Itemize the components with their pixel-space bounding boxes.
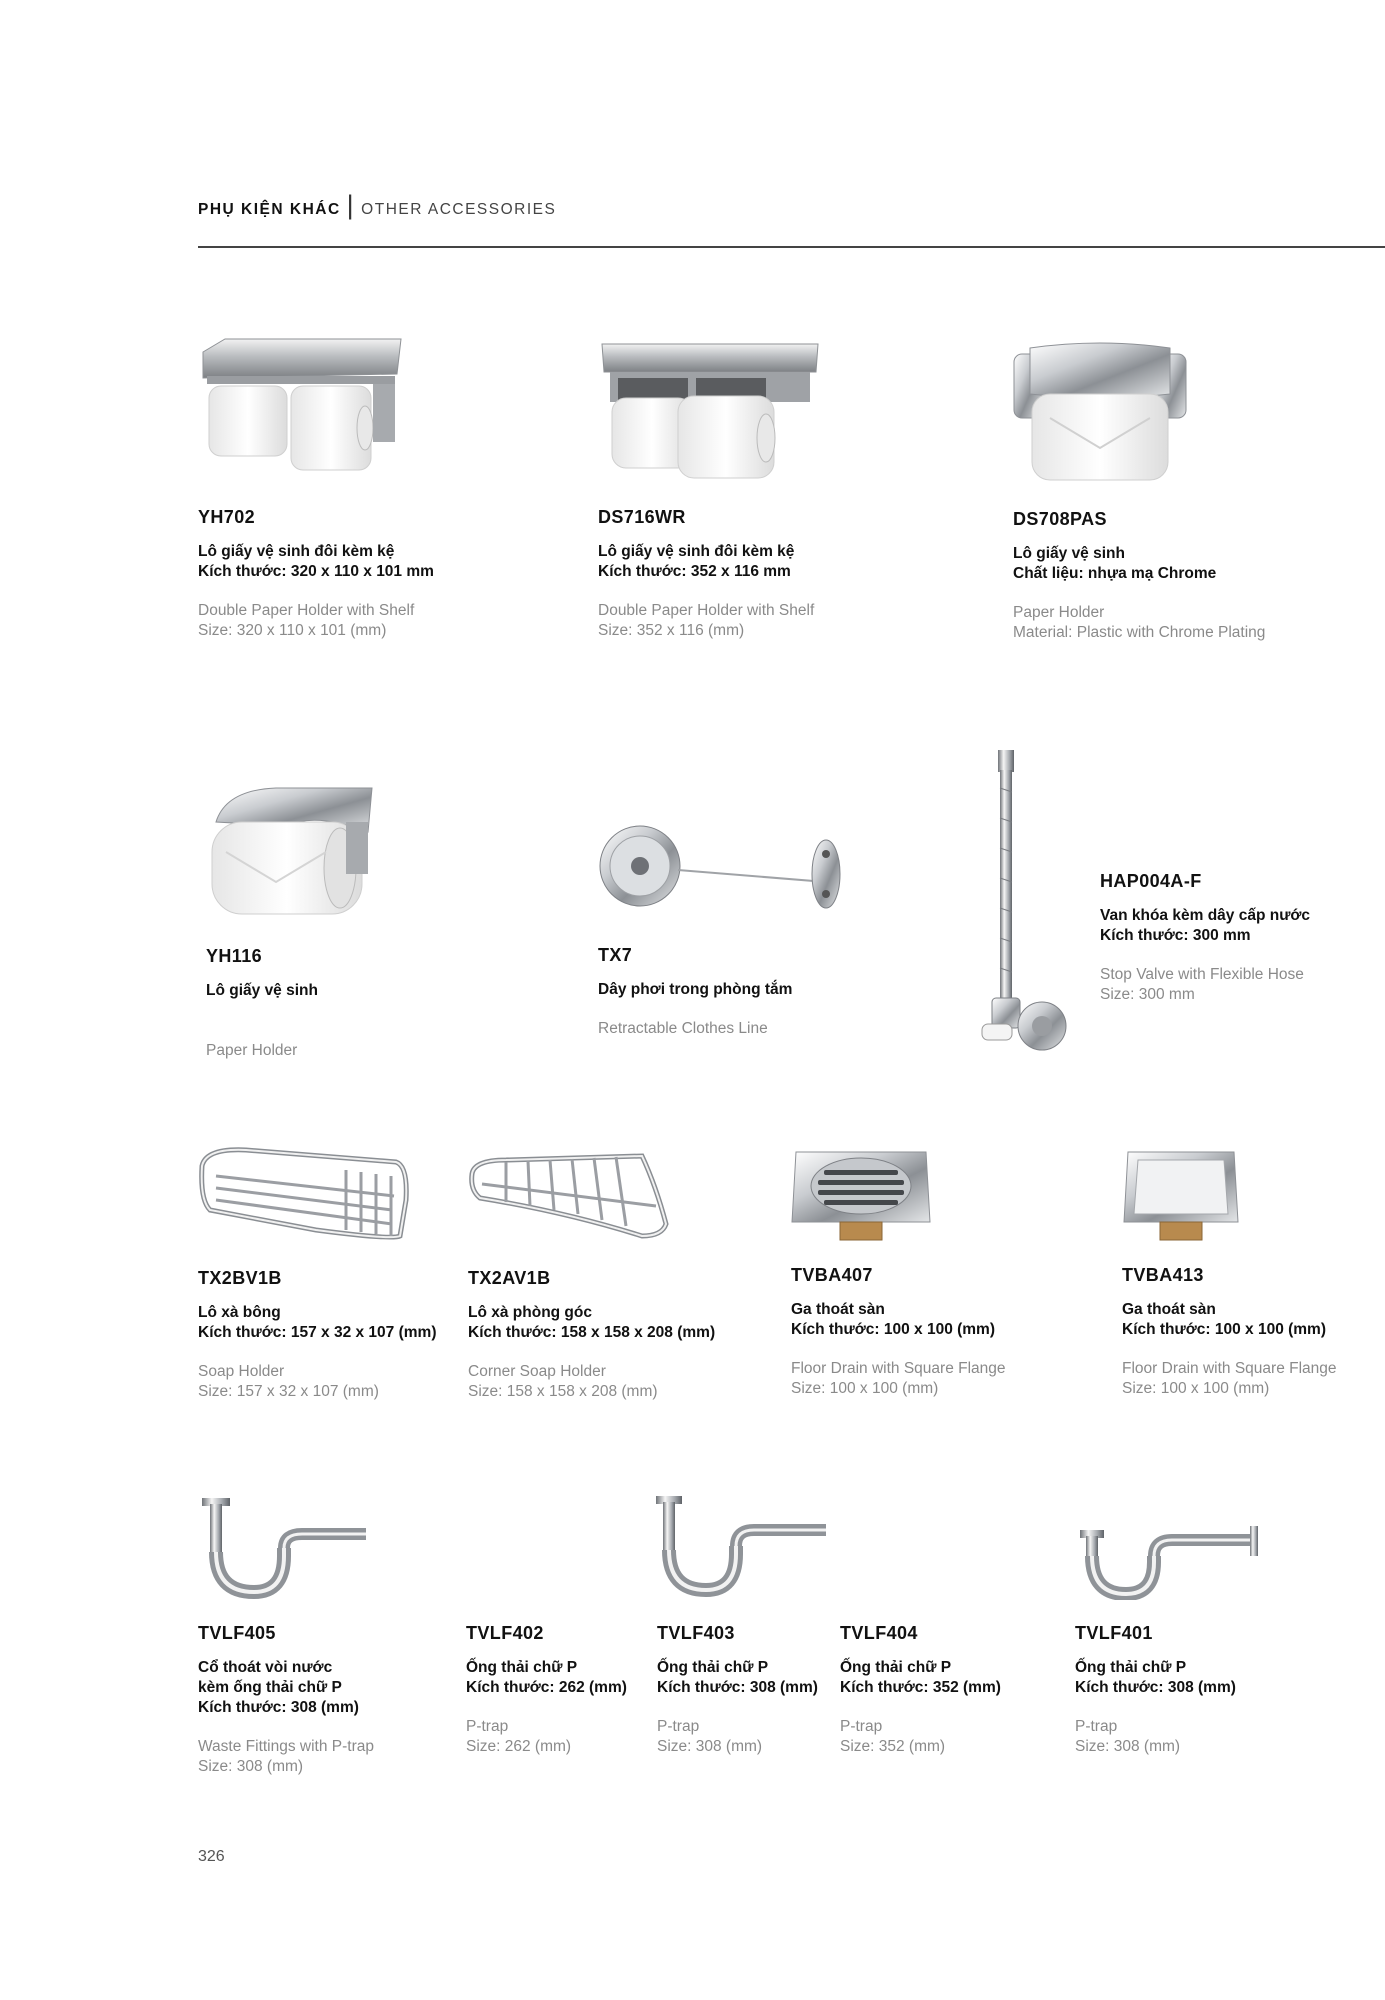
product-name-vi: Lô giấy vệ sinh đôi kèm kệ — [198, 543, 395, 560]
product-code: TVLF401 — [1075, 1623, 1153, 1643]
product-name-vi: Ga thoát sàn — [791, 1301, 885, 1318]
product-size-en: Size: 308 (mm) — [657, 1738, 763, 1755]
product-name-en: Corner Soap Holder — [468, 1363, 606, 1380]
yh702-image — [195, 336, 405, 482]
product-ds708pas — [1013, 509, 1265, 643]
product-code: TVLF402 — [466, 1623, 544, 1643]
page-title — [198, 190, 556, 221]
product-code: YH702 — [198, 507, 256, 527]
product-code: TVBA413 — [1122, 1265, 1204, 1285]
ds716wr-image — [598, 342, 823, 482]
product-name-vi: Van khóa kèm dây cấp nước — [1100, 907, 1311, 924]
product-size-vi: Kích thước: 308 (mm) — [657, 1679, 818, 1696]
product-size-en: Size: 158 x 158 x 208 (mm) — [468, 1383, 658, 1400]
tx2av1b-image — [466, 1146, 670, 1242]
tvlf403-image — [652, 1494, 828, 1598]
tx2bv1b-image — [196, 1140, 411, 1244]
product-name-vi: Lô giấy vệ sinh đôi kèm kệ — [598, 543, 795, 560]
product-name-vi: Ống thải chữ P — [1075, 1659, 1187, 1676]
product-size-vi: Kích thước: 300 mm — [1100, 927, 1251, 944]
tx7-image — [598, 818, 848, 918]
page-number: 326 — [198, 1848, 225, 1865]
product-size-en: Size: 308 (mm) — [198, 1758, 304, 1775]
product-tvlf404 — [840, 1623, 1001, 1757]
product-tvlf401 — [1075, 1623, 1236, 1757]
product-name-vi: Lô xà bông — [198, 1304, 281, 1321]
product-size-vi: Kích thước: 352 x 116 mm — [598, 563, 791, 580]
product-size-vi: Kích thước: 158 x 158 x 208 (mm) — [468, 1324, 716, 1341]
product-tvlf402 — [466, 1623, 627, 1757]
product-size-vi: Kích thước: 262 (mm) — [466, 1679, 627, 1696]
product-name-en: Floor Drain with Square Flange — [791, 1360, 1006, 1377]
page-title-vi: PHỤ KIỆN KHÁC — [198, 201, 341, 218]
product-tx2bv1b — [198, 1268, 436, 1402]
tvba407-image — [790, 1148, 932, 1244]
yh116-image — [206, 782, 374, 918]
product-yh702 — [198, 507, 434, 641]
page-title-en: OTHER ACCESSORIES — [361, 201, 557, 218]
product-name-en: Double Paper Holder with Shelf — [198, 602, 415, 619]
hap004af-image — [980, 748, 1070, 1060]
title-rule — [198, 246, 1385, 248]
product-code: TX2AV1B — [468, 1268, 551, 1288]
product-tvlf405 — [198, 1623, 374, 1777]
product-code: TX7 — [598, 945, 633, 965]
product-ds716wr — [598, 507, 814, 641]
product-size-vi: Kích thước: 352 (mm) — [840, 1679, 1001, 1696]
product-name-vi: Ống thải chữ P — [840, 1659, 952, 1676]
product-tx2av1b — [468, 1268, 715, 1402]
product-code: TVBA407 — [791, 1265, 873, 1285]
tvlf401-image — [1076, 1516, 1260, 1600]
product-name-en: Waste Fittings with P-trap — [198, 1738, 375, 1755]
product-name-en: P-trap — [840, 1718, 883, 1735]
product-size-vi: Kích thước: 308 (mm) — [198, 1699, 359, 1716]
product-tvba407 — [791, 1265, 1006, 1399]
product-name-vi: Lô xà phòng góc — [468, 1304, 592, 1321]
product-material-en: Material: Plastic with Chrome Plating — [1013, 624, 1266, 641]
product-code: TVLF403 — [657, 1623, 735, 1643]
product-name-en: Double Paper Holder with Shelf — [598, 602, 815, 619]
product-size-en: Size: 300 mm — [1100, 986, 1195, 1003]
product-name-en: Stop Valve with Flexible Hose — [1100, 966, 1304, 983]
product-tvba413 — [1122, 1265, 1337, 1399]
product-code: TX2BV1B — [198, 1268, 282, 1288]
product-size-en: Size: 352 x 116 (mm) — [598, 622, 745, 639]
product-size-vi: Kích thước: 157 x 32 x 107 (mm) — [198, 1324, 437, 1341]
product-size-en: Size: 262 (mm) — [466, 1738, 572, 1755]
product-size-en: Size: 100 x 100 (mm) — [791, 1380, 939, 1397]
product-name-vi: Cổ thoát vòi nước — [198, 1659, 333, 1676]
product-name-en: Paper Holder — [206, 1042, 298, 1059]
product-hap004af — [1100, 871, 1310, 1005]
product-name-en: P-trap — [1075, 1718, 1118, 1735]
product-name-vi: Ống thải chữ P — [466, 1659, 578, 1676]
product-name-en: Floor Drain with Square Flange — [1122, 1360, 1337, 1377]
product-name-en: Paper Holder — [1013, 604, 1105, 621]
product-name-en: Soap Holder — [198, 1363, 285, 1380]
product-size-vi: Kích thước: 100 x 100 (mm) — [1122, 1321, 1327, 1338]
product-code: TVLF405 — [198, 1623, 276, 1643]
tvba413-image — [1122, 1148, 1240, 1244]
product-size-en: Size: 320 x 110 x 101 (mm) — [198, 622, 387, 639]
tvlf405-image — [198, 1496, 368, 1600]
product-code: HAP004A-F — [1100, 871, 1202, 891]
product-code: TVLF404 — [840, 1623, 918, 1643]
product-yh116 — [206, 946, 318, 1061]
product-code: YH116 — [206, 946, 263, 966]
product-name-vi: Dây phơi trong phòng tắm — [598, 981, 793, 998]
product-size-en: Size: 352 (mm) — [840, 1738, 946, 1755]
product-size-en: Size: 100 x 100 (mm) — [1122, 1380, 1270, 1397]
product-code: DS716WR — [598, 507, 686, 527]
product-tvlf403 — [657, 1623, 818, 1757]
product-name-en: Retractable Clothes Line — [598, 1020, 768, 1037]
product-name-en: P-trap — [657, 1718, 700, 1735]
product-name-vi: Ống thải chữ P — [657, 1659, 769, 1676]
product-tx7 — [598, 945, 792, 1039]
product-name-vi: Ga thoát sàn — [1122, 1301, 1216, 1318]
product-code: DS708PAS — [1013, 509, 1107, 529]
product-name-en: P-trap — [466, 1718, 509, 1735]
product-name-vi: Lô giấy vệ sinh — [1013, 545, 1125, 562]
title-separator: | — [346, 190, 356, 220]
product-name-vi: Lô giấy vệ sinh — [206, 982, 318, 999]
product-size-vi: Kích thước: 100 x 100 (mm) — [791, 1321, 996, 1338]
product-size-vi: Kích thước: 320 x 110 x 101 mm — [198, 563, 434, 580]
product-size-en: Size: 157 x 32 x 107 (mm) — [198, 1383, 379, 1400]
ds708pas-image — [1010, 338, 1190, 486]
product-size-vi: Kích thước: 308 (mm) — [1075, 1679, 1236, 1696]
product-size-en: Size: 308 (mm) — [1075, 1738, 1181, 1755]
product-material-vi: Chất liệu: nhựa mạ Chrome — [1013, 565, 1217, 582]
product-name-vi-2: kèm ống thải chữ P — [198, 1679, 342, 1696]
